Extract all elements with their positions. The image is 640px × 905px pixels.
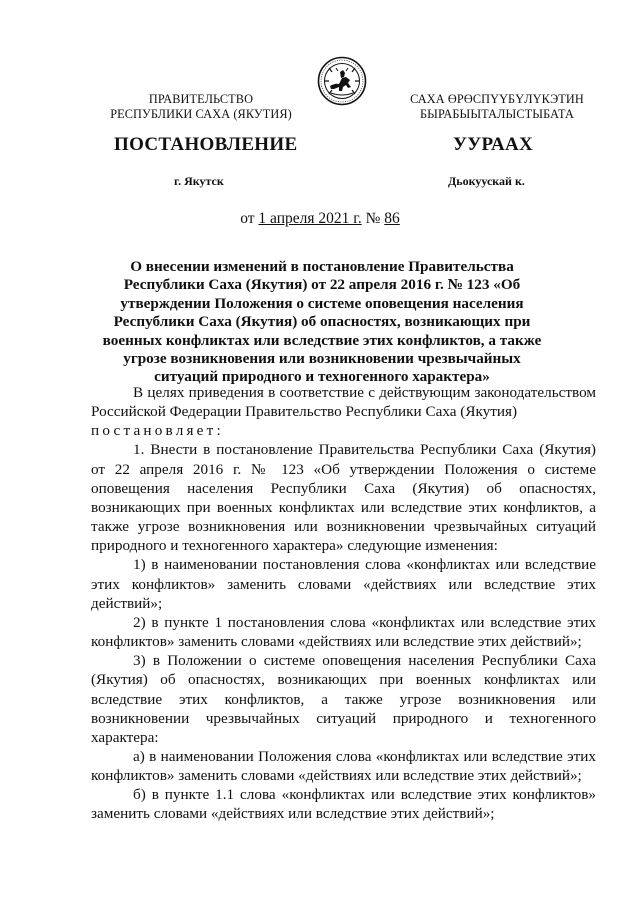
header-left-line1: ПРАВИТЕЛЬСТВО [148, 92, 254, 106]
paragraph-7: б) в пункте 1.1 слова «конфликтах или вследствие этих конфликтов» заменить словами «действиях или вследствие этих действий»; [91, 786, 596, 823]
city-left: г. Якутск [174, 174, 224, 188]
title-left: ПОСТАНОВЛЕНИЕ [114, 134, 298, 155]
date-line [0, 210, 640, 228]
title-right: УУРААХ [453, 134, 534, 155]
document-subject: О внесении изменений в постановление Правительства Республики Саха (Якутия) от 22 апреля 2016 г. № 123 «Об утверждении Положения о системе оповещения населения Республики Саха (Якутия) об опасностях, возникающих при военных конфликтах или вследствие этих конфликтов, а также угрозе возникновения или возникновении чрезвычайных ситуаций природного и техногенного характера» [102, 258, 542, 386]
city-right: Дьокуускай к. [448, 174, 525, 188]
header-left [94, 92, 308, 122]
header-right-line1: САХА ӨРӨСПҮҮБҮЛҮКЭТИН [410, 92, 584, 106]
paragraph-6: а) в наименовании Положения слова «конфликтах или вследствие этих конфликтов» заменить словами «действиях или вследствие этих действий»; [91, 747, 596, 785]
paragraph-5: 3) в Положении о системе оповещения населения Республики Саха (Якутия) об опасностях, возникающих при военных конфликтах или вследствие этих конфликтов, а также угрозе возникновения или возникновении чрезвычайных ситуаций природного и техногенного характера: [91, 652, 596, 746]
document-date: 1 апреля 2021 г. [258, 210, 362, 227]
document-body [91, 383, 596, 824]
header-left-line2: РЕСПУБЛИКИ САХА (ЯКУТИЯ) [110, 107, 292, 121]
header-right-line2: БЫРАБЫЫТАЛЫСТЫБАТА [420, 107, 574, 121]
paragraph-4: 2) в пункте 1 постановления слова «конфликтах или вследствие этих конфликтов» заменить словами «действиях или вследствие этих действий»; [91, 613, 596, 651]
document-number: 86 [384, 210, 400, 227]
paragraph-2: 1. Внести в постановление Правительства Республики Саха (Якутия) от 22 апреля 2016 г. № 123 «Об утверждении Положения о системе оповещения населения Республики Саха (Якутия) об опасностях, возникающих при военных конфликтах или вследствие этих конфликтов, а также угрозе возникновения или возникновении чрезвычайных ситуаций природного и техногенного характера» следующие изменения: [91, 441, 596, 555]
number-prefix: № [361, 210, 385, 227]
paragraph-3: 1) в наименовании постановления слова «конфликтах или вследствие этих конфликтов» заменить словами «действиях или вследствие этих действий»; [91, 556, 596, 612]
date-prefix: от [240, 210, 259, 227]
header-right [390, 92, 604, 122]
coat-of-arms-icon [317, 56, 367, 106]
paragraph-1: В целях приведения в соответствие с действующим законодательством Российской Федерации Правительство Республики Саха (Якутия) [91, 384, 596, 421]
paragraph-resolves: постановляет: [91, 422, 224, 440]
